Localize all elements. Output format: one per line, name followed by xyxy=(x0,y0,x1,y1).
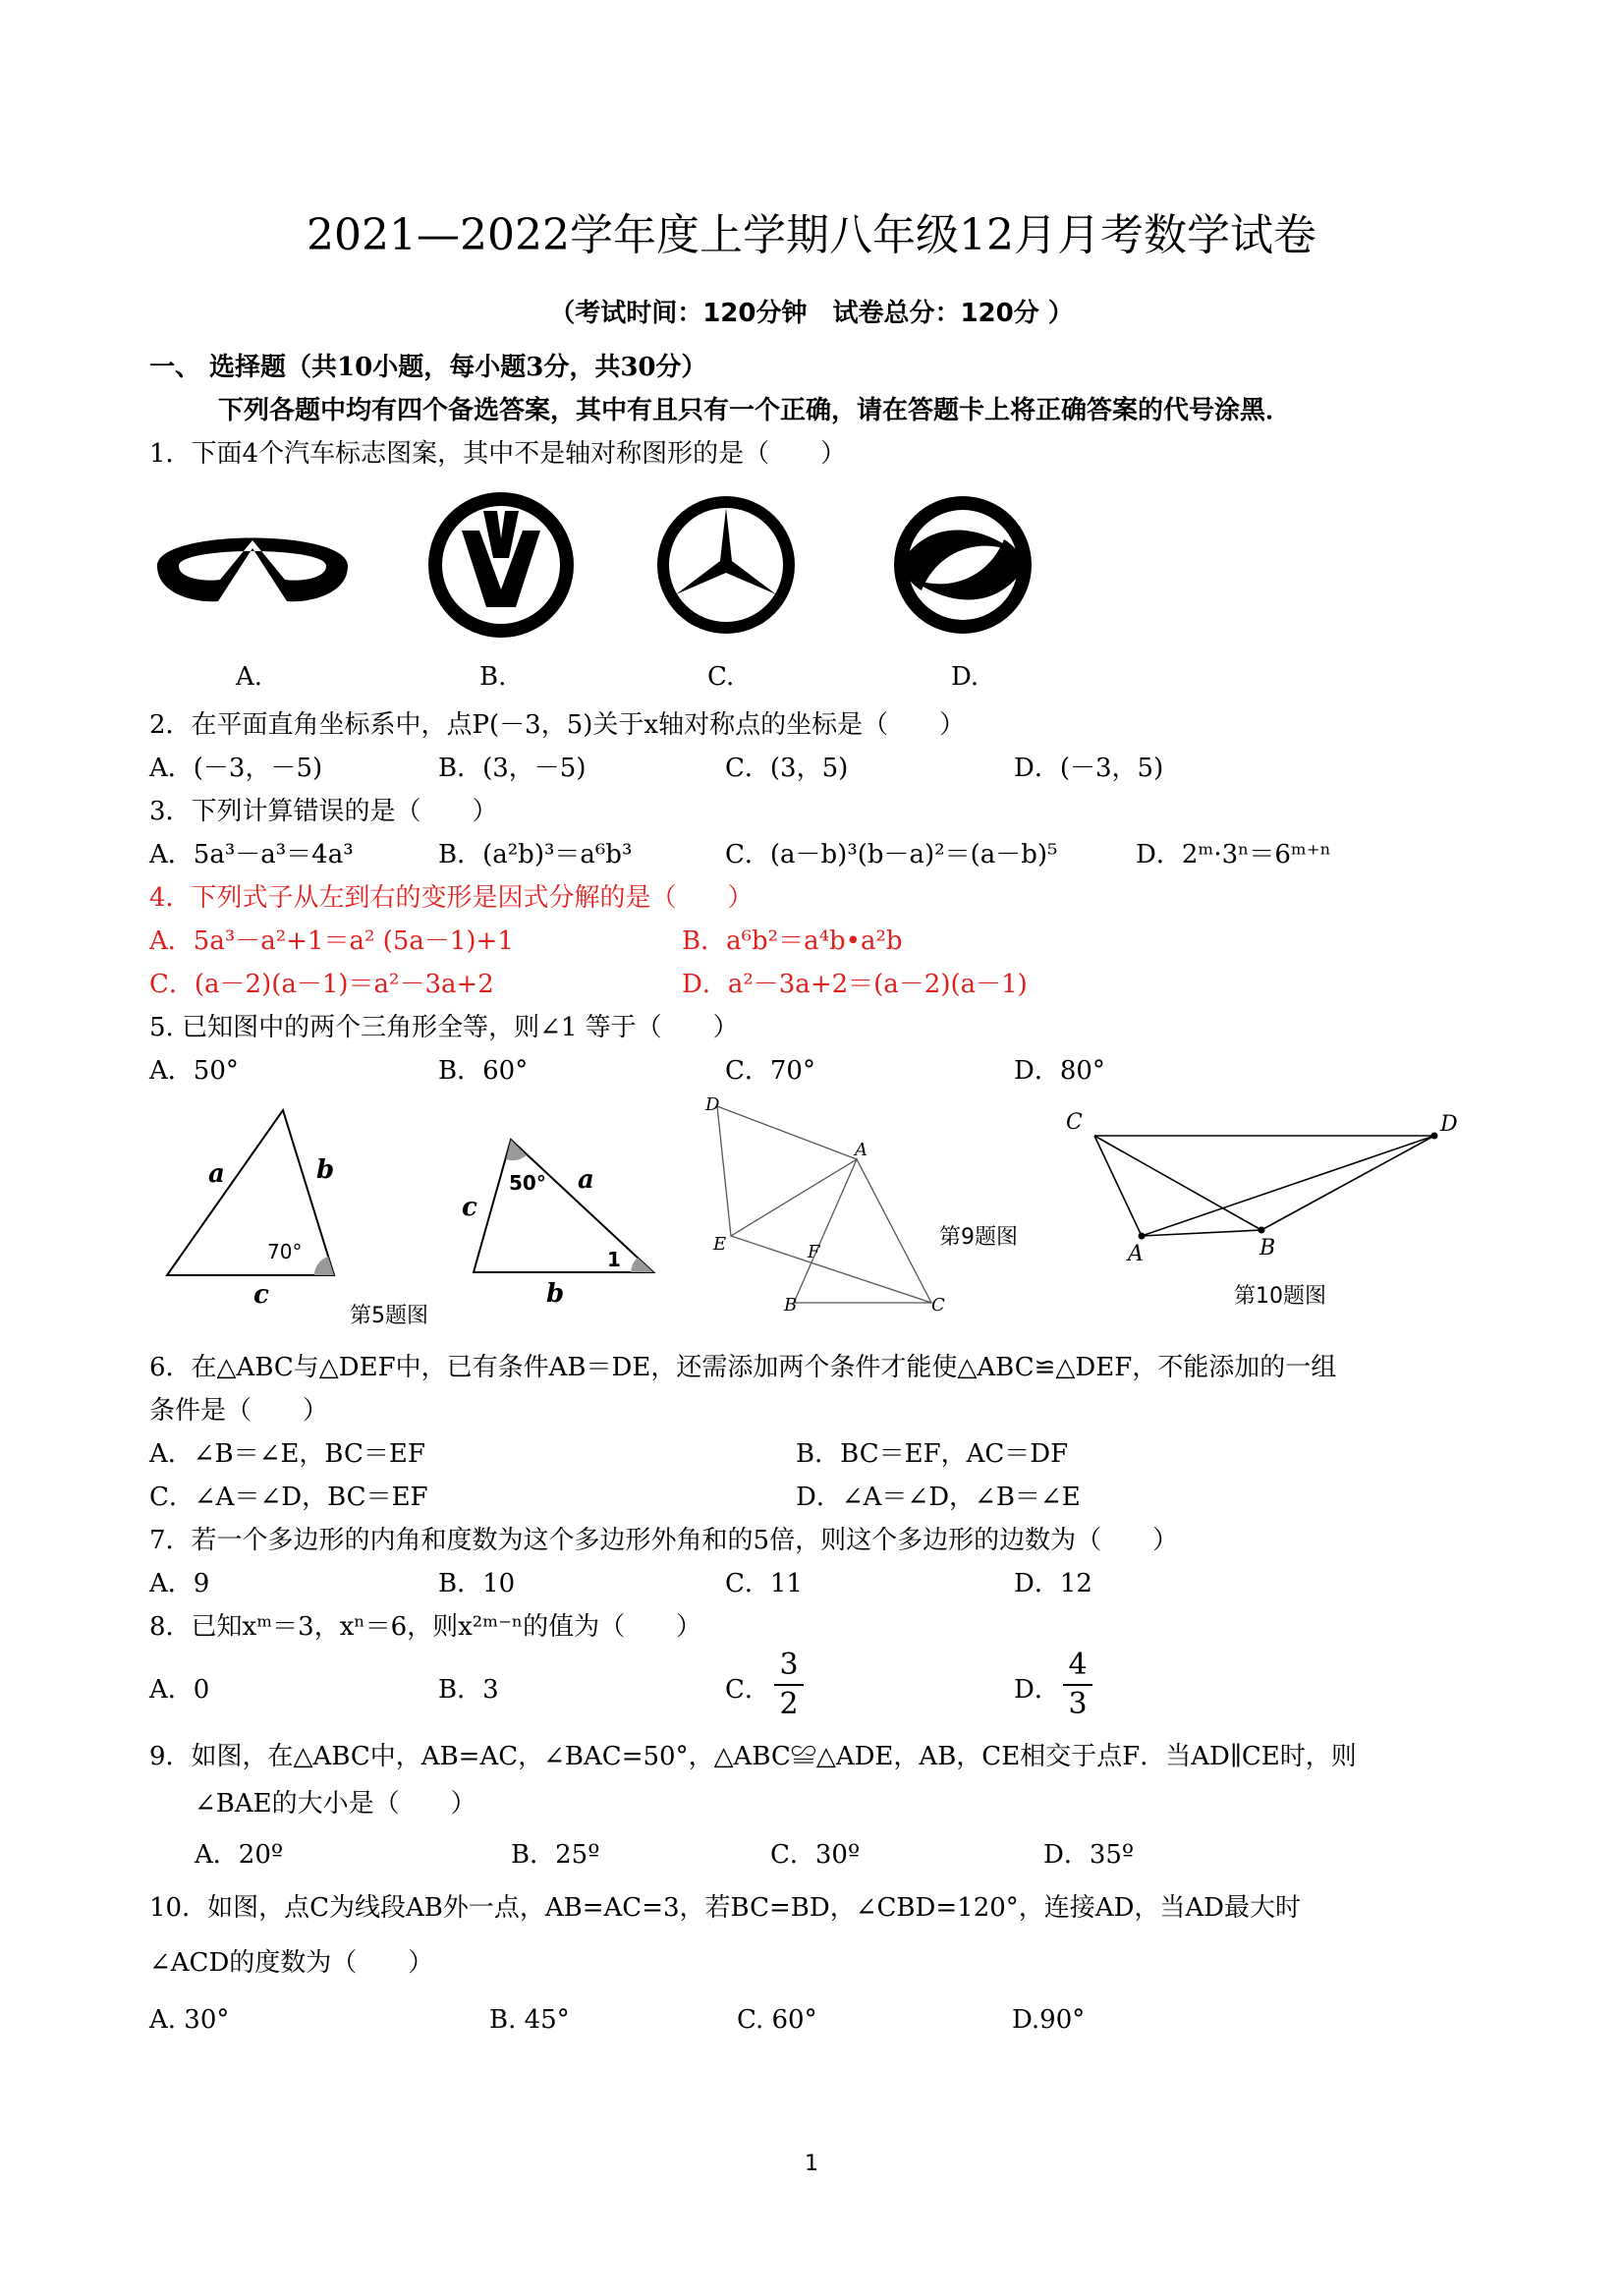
q3-option-b: B．(a²b)³＝a⁶b³ xyxy=(438,840,633,869)
q10-option-b: B. 45° xyxy=(489,2005,570,2035)
q8-fraction-d-den: 3 xyxy=(1068,1687,1088,1721)
q4-option-b: B．a⁶b²＝a⁴b•a²b xyxy=(682,926,903,956)
q5-option-b: B．60° xyxy=(438,1056,529,1086)
dongfeng-logo xyxy=(882,496,1044,634)
q5-option-a: A．50° xyxy=(149,1056,239,1086)
fig9-point-e: E xyxy=(713,1234,727,1255)
q3-option-d: D．2ᵐ·3ⁿ＝6ᵐ⁺ⁿ xyxy=(1136,840,1331,869)
q8-option-c: C． xyxy=(725,1675,770,1705)
q7-option-d: D．12 xyxy=(1014,1569,1092,1598)
q1-label-b: B. xyxy=(479,662,507,692)
q9-stem-line1: 9．如图，在△ABC中，AB=AC，∠BAC=50°，△ABC≌△ADE，AB，CE相交于点F．当AD∥CE时，则 xyxy=(149,1742,1357,1771)
q1-stem: 1．下面4个汽车标志图案，其中不是轴对称图形的是（ ） xyxy=(149,439,847,469)
fig5-caption: 第5题图 xyxy=(350,1304,428,1328)
q2-option-a: A．(－3，－5) xyxy=(149,754,323,783)
q8-option-b: B．3 xyxy=(438,1675,499,1705)
fig9-caption: 第9题图 xyxy=(939,1225,1018,1250)
t2-label-a: a xyxy=(578,1165,594,1195)
t1-label-c: c xyxy=(253,1280,269,1310)
q6-option-c: C．∠A＝∠D，BC＝EF xyxy=(149,1483,428,1512)
q8-fraction-c-num: 3 xyxy=(779,1648,799,1682)
t1-label-a: a xyxy=(208,1159,225,1189)
q1-label-d: D. xyxy=(951,662,979,692)
q1-label-a: A. xyxy=(236,662,263,692)
q6-stem-line2: 条件是（ ） xyxy=(149,1396,329,1426)
fig9-diagram xyxy=(707,1098,953,1315)
q5-triangle-1 xyxy=(167,1105,344,1282)
q7-option-a: A．9 xyxy=(149,1569,210,1598)
q8-fraction-c-den: 2 xyxy=(779,1687,799,1721)
q4-option-a: A．5a³－a²+1＝a² (5a－1)+1 xyxy=(149,926,514,956)
infiniti-logo xyxy=(149,519,356,607)
q4-option-c: C．(a－2)(a－1)＝a²－3a+2 xyxy=(149,970,494,999)
t2-label-b: b xyxy=(546,1279,565,1309)
t2-angle-50: 50° xyxy=(509,1171,546,1195)
q5-triangle-2 xyxy=(472,1130,658,1277)
q10-stem-line1: 10．如图，点C为线段AB外一点，AB=AC=3，若BC=BD，∠CBD=120°，连接AD，当AD最大时 xyxy=(149,1893,1302,1923)
section-heading: 一、 选择题（共10小题，每小题3分，共30分） xyxy=(149,353,707,382)
fig9-point-b: B xyxy=(784,1295,798,1316)
q10-stem-line2: ∠ACD的度数为（ ） xyxy=(149,1948,434,1978)
q6-stem-line1: 6．在△ABC与△DEF中，已有条件AB＝DE，还需添加两个条件才能使△ABC≌△DEF，不能添加的一组 xyxy=(149,1353,1337,1382)
q7-option-c: C．11 xyxy=(725,1569,803,1598)
mercedes-logo xyxy=(650,496,803,634)
section-instruction: 下列各题中均有四个备选答案，其中有且只有一个正确，请在答题卡上将正确答案的代号涂黑． xyxy=(218,396,1292,425)
q5-stem: 5. 已知图中的两个三角形全等，则∠1 等于（ ） xyxy=(149,1013,739,1042)
q4-stem: 4．下列式子从左到右的变形是因式分解的是（ ） xyxy=(149,883,754,913)
t2-label-c: c xyxy=(462,1193,477,1222)
fig10-point-b: B xyxy=(1259,1236,1276,1260)
q6-option-a: A．∠B＝∠E，BC＝EF xyxy=(149,1439,425,1469)
volkswagen-logo xyxy=(422,491,580,639)
q8-fraction-c xyxy=(774,1649,804,1721)
q9-option-a: A．20º xyxy=(195,1840,284,1870)
fig10-point-c: C xyxy=(1066,1110,1083,1135)
q2-option-b: B．(3，－5) xyxy=(438,754,587,783)
t1-angle-70: 70° xyxy=(267,1240,303,1263)
t1-label-b: b xyxy=(316,1155,335,1185)
t2-angle-1: 1 xyxy=(607,1248,621,1271)
q10-option-d: D.90° xyxy=(1012,2005,1086,2035)
q8-option-a: A．0 xyxy=(149,1675,210,1705)
q7-stem: 7．若一个多边形的内角和度数为这个多边形外角和的5倍，则这个多边形的边数为（ ） xyxy=(149,1526,1179,1555)
fig10-point-a: A xyxy=(1128,1242,1144,1266)
q8-fraction-d xyxy=(1063,1649,1092,1721)
page-number: 1 xyxy=(805,2152,818,2176)
q9-option-c: C．30º xyxy=(770,1840,861,1870)
q8-option-d: D． xyxy=(1014,1675,1060,1705)
exam-title: 2021—2022学年度上学期八年级12月月考数学试卷 xyxy=(307,210,1316,260)
q2-option-d: D．(－3，5) xyxy=(1014,754,1164,783)
q10-option-a: A. 30° xyxy=(149,2005,230,2035)
q4-option-d: D．a²－3a+2＝(a－2)(a－1) xyxy=(682,970,1028,999)
q2-option-c: C．(3，5) xyxy=(725,754,849,783)
q8-fraction-d-num: 4 xyxy=(1068,1648,1088,1682)
q9-option-b: B．25º xyxy=(511,1840,600,1870)
fig9-point-f: F xyxy=(808,1242,820,1262)
q9-option-d: D．35º xyxy=(1043,1840,1135,1870)
q8-stem: 8．已知xᵐ＝3，xⁿ＝6，则x²ᵐ⁻ⁿ的值为（ ） xyxy=(149,1612,702,1642)
q3-stem: 3．下列计算错误的是（ ） xyxy=(149,797,498,826)
fig9-point-d: D xyxy=(705,1094,720,1115)
q9-stem-line2: ∠BAE的大小是（ ） xyxy=(195,1789,476,1819)
fig9-point-a: A xyxy=(855,1140,867,1160)
q5-option-d: D．80° xyxy=(1014,1056,1105,1086)
q2-stem: 2．在平面直角坐标系中，点P(－3，5)关于x轴对称点的坐标是（ ） xyxy=(149,710,966,740)
exam-subtitle: （考试时间：120分钟 试卷总分：120分 ） xyxy=(549,299,1074,328)
fig10-point-d: D xyxy=(1440,1112,1458,1137)
q7-option-b: B．10 xyxy=(438,1569,516,1598)
q3-option-c: C．(a－b)³(b－a)²＝(a－b)⁵ xyxy=(725,840,1058,869)
fig10-diagram xyxy=(1081,1120,1444,1248)
q5-option-c: C．70° xyxy=(725,1056,815,1086)
q10-option-c: C. 60° xyxy=(737,2005,817,2035)
fig10-caption: 第10题图 xyxy=(1234,1284,1326,1309)
q1-label-c: C. xyxy=(707,662,735,692)
q6-option-d: D．∠A＝∠D，∠B＝∠E xyxy=(796,1483,1081,1512)
q3-option-a: A．5a³－a³＝4a³ xyxy=(149,840,354,869)
fig9-point-c: C xyxy=(931,1295,945,1316)
q6-option-b: B．BC＝EF，AC＝DF xyxy=(796,1439,1069,1469)
